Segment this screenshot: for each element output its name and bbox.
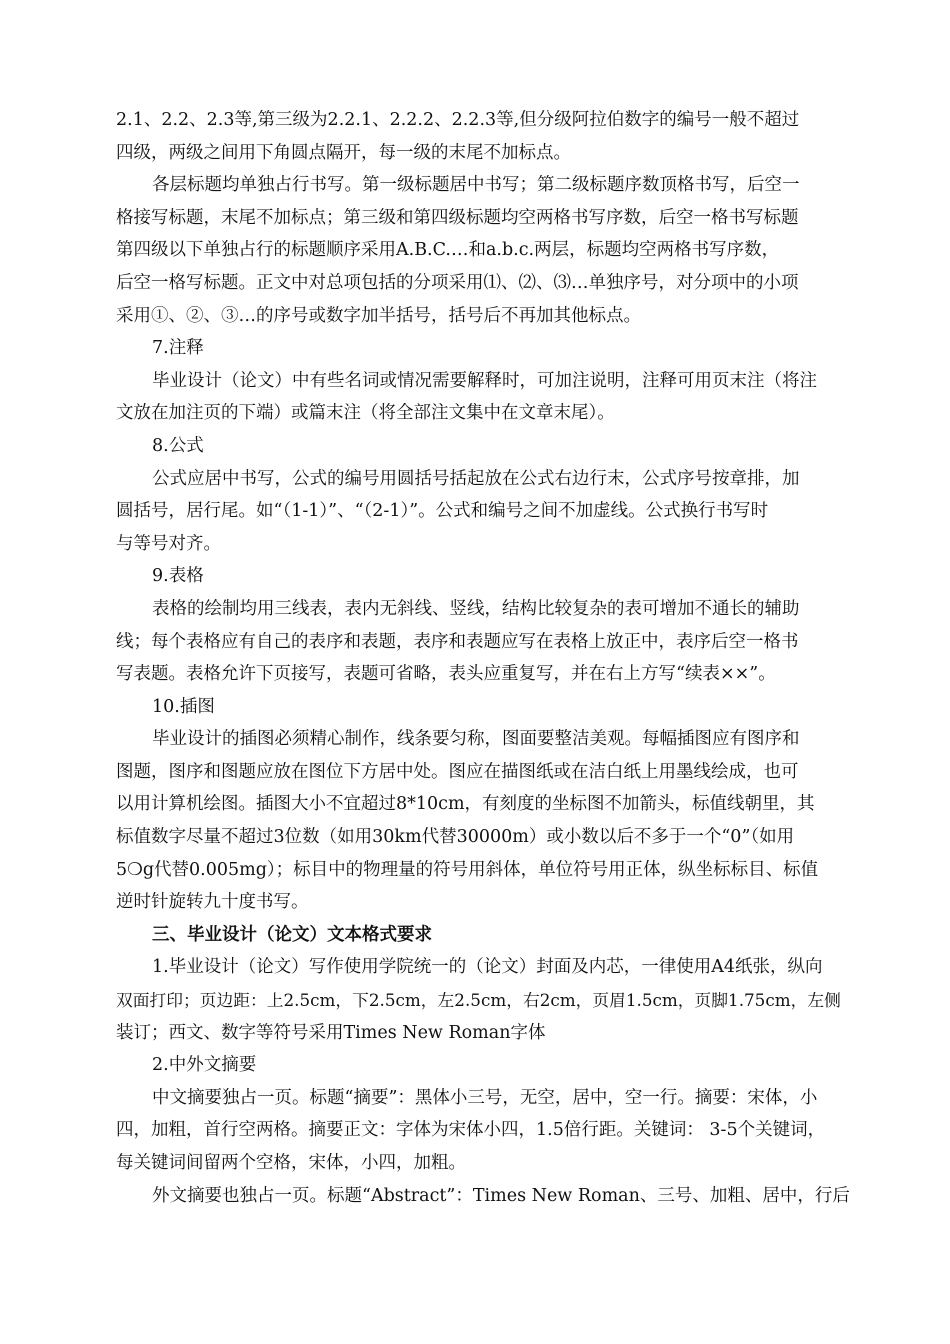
text-line: 10.插图 <box>152 696 215 717</box>
text-line: 1.毕业设计（论文）写作使用学院统一的（论文）封面及内芯，一律使用A4纸张，纵向 <box>152 957 823 978</box>
text-line: 线；每个表格应有自己的表序和表题，表序和表题应写在表格上放正中，表序后空一格书 <box>116 631 799 652</box>
text-line: 标值数字尽量不超过3位数（如用30km代替30000m）或小数以后不多于一个“0”（如用 <box>116 827 795 848</box>
text-line: 每关键词间留两个空格，宋体，小四，加粗。 <box>116 1153 466 1173</box>
text-line: 毕业设计（论文）中有些名词或情况需要解释时，可加注说明，注释可用页末注（将注 <box>152 370 817 391</box>
text-line: 四级，两级之间用下角圆点隔开，每一级的末尾不加标点。 <box>116 142 571 163</box>
text-line: 文放在加注页的下端）或篇末注（将全部注文集中在文章末尾）。 <box>116 403 615 424</box>
text-line: 毕业设计的插图必须精心制作，线条要匀称，图面要整洁美观。每幅插图应有图序和 <box>152 729 800 750</box>
text-line: 装订；西文、数字等符号采用Times New Roman字体 <box>116 1022 546 1043</box>
section-heading: 三、毕业设计（论文）文本格式要求 <box>152 924 432 945</box>
text-line: 2.1、2.2、2.3等,第三级为2.2.1、2.2.2、2.2.3等,但分级阿拉伯数字的编号一般不超过 <box>116 110 800 130</box>
text-line: 7.注释 <box>152 338 204 359</box>
text-line: 外文摘要也独占一页。标题“Abstract”：Times New Roman、三号、加粗、居中，行后 <box>152 1185 850 1206</box>
text-line: 圆括号，居行尾。如“（1-1）”、“（2-1）”。公式和编号之间不加虚线。公式换行书写时 <box>116 501 769 522</box>
text-line: 2.中外文摘要 <box>152 1055 257 1076</box>
text-line: 中文摘要独占一页。标题“摘要”：黑体小三号，无空，居中，空一行。摘要：宋体，小 <box>152 1087 818 1108</box>
text-line: 5❍g代替0.005mg）；标目中的物理量的符号用斜体，单位符号用正体，纵坐标标目、标值 <box>116 859 819 880</box>
text-line: 逆时针旋转九十度书写。 <box>116 892 309 913</box>
text-line: 后空一格写标题。正文中对总项包括的分项采用⑴、⑵、⑶…单独序号，对分项中的小项 <box>116 272 799 293</box>
text-line: 各层标题均单独占行书写。第一级标题居中书写；第二级标题序数顶格书写，后空一 <box>152 175 800 196</box>
text-line: 以用计算机绘图。插图大小不宜超过8*10cm，有刻度的坐标图不加箭头，标值线朝里，其 <box>116 794 815 815</box>
text-line: 8.公式 <box>152 435 204 456</box>
text-line: 与等号对齐。 <box>116 533 221 554</box>
text-line: 公式应居中书写，公式的编号用圆括号括起放在公式右边行末，公式序号按章排，加 <box>152 468 800 489</box>
document-page <box>116 104 850 1212</box>
text-line: 格接写标题，末尾不加标点；第三级和第四级标题均空两格书写序数，后空一格书写标题 <box>116 207 799 228</box>
text-line: 采用①、②、③…的序号或数字加半括号，括号后不再加其他标点。 <box>116 305 641 326</box>
text-line: 表格的绘制均用三线表，表内无斜线、竖线，结构比较复杂的表可增加不通长的辅助 <box>152 598 800 619</box>
text-line: 9.表格 <box>152 566 204 587</box>
text-line: 写表题。表格允许下页接写，表题可省略，表头应重复写，并在右上方写“续表××”。 <box>116 664 776 685</box>
text-line: 第四级以下单独占行的标题顺序采用A.B.C.…和a.b.c.两层，标题均空两格书写序数， <box>116 240 780 261</box>
text-line: 图题，图序和图题应放在图位下方居中处。图应在描图纸或在洁白纸上用墨线绘成，也可 <box>116 761 799 782</box>
text-line: 双面打印；页边距：上2.5cm，下2.5cm，左2.5cm，右2cm，页眉1.5cm，页脚1.75cm，左侧 <box>116 990 841 1011</box>
text-line: 四，加粗，首行空两格。摘要正文：字体为宋体小四，1.5倍行距。关键词： 3-5个关键词， <box>116 1120 826 1141</box>
